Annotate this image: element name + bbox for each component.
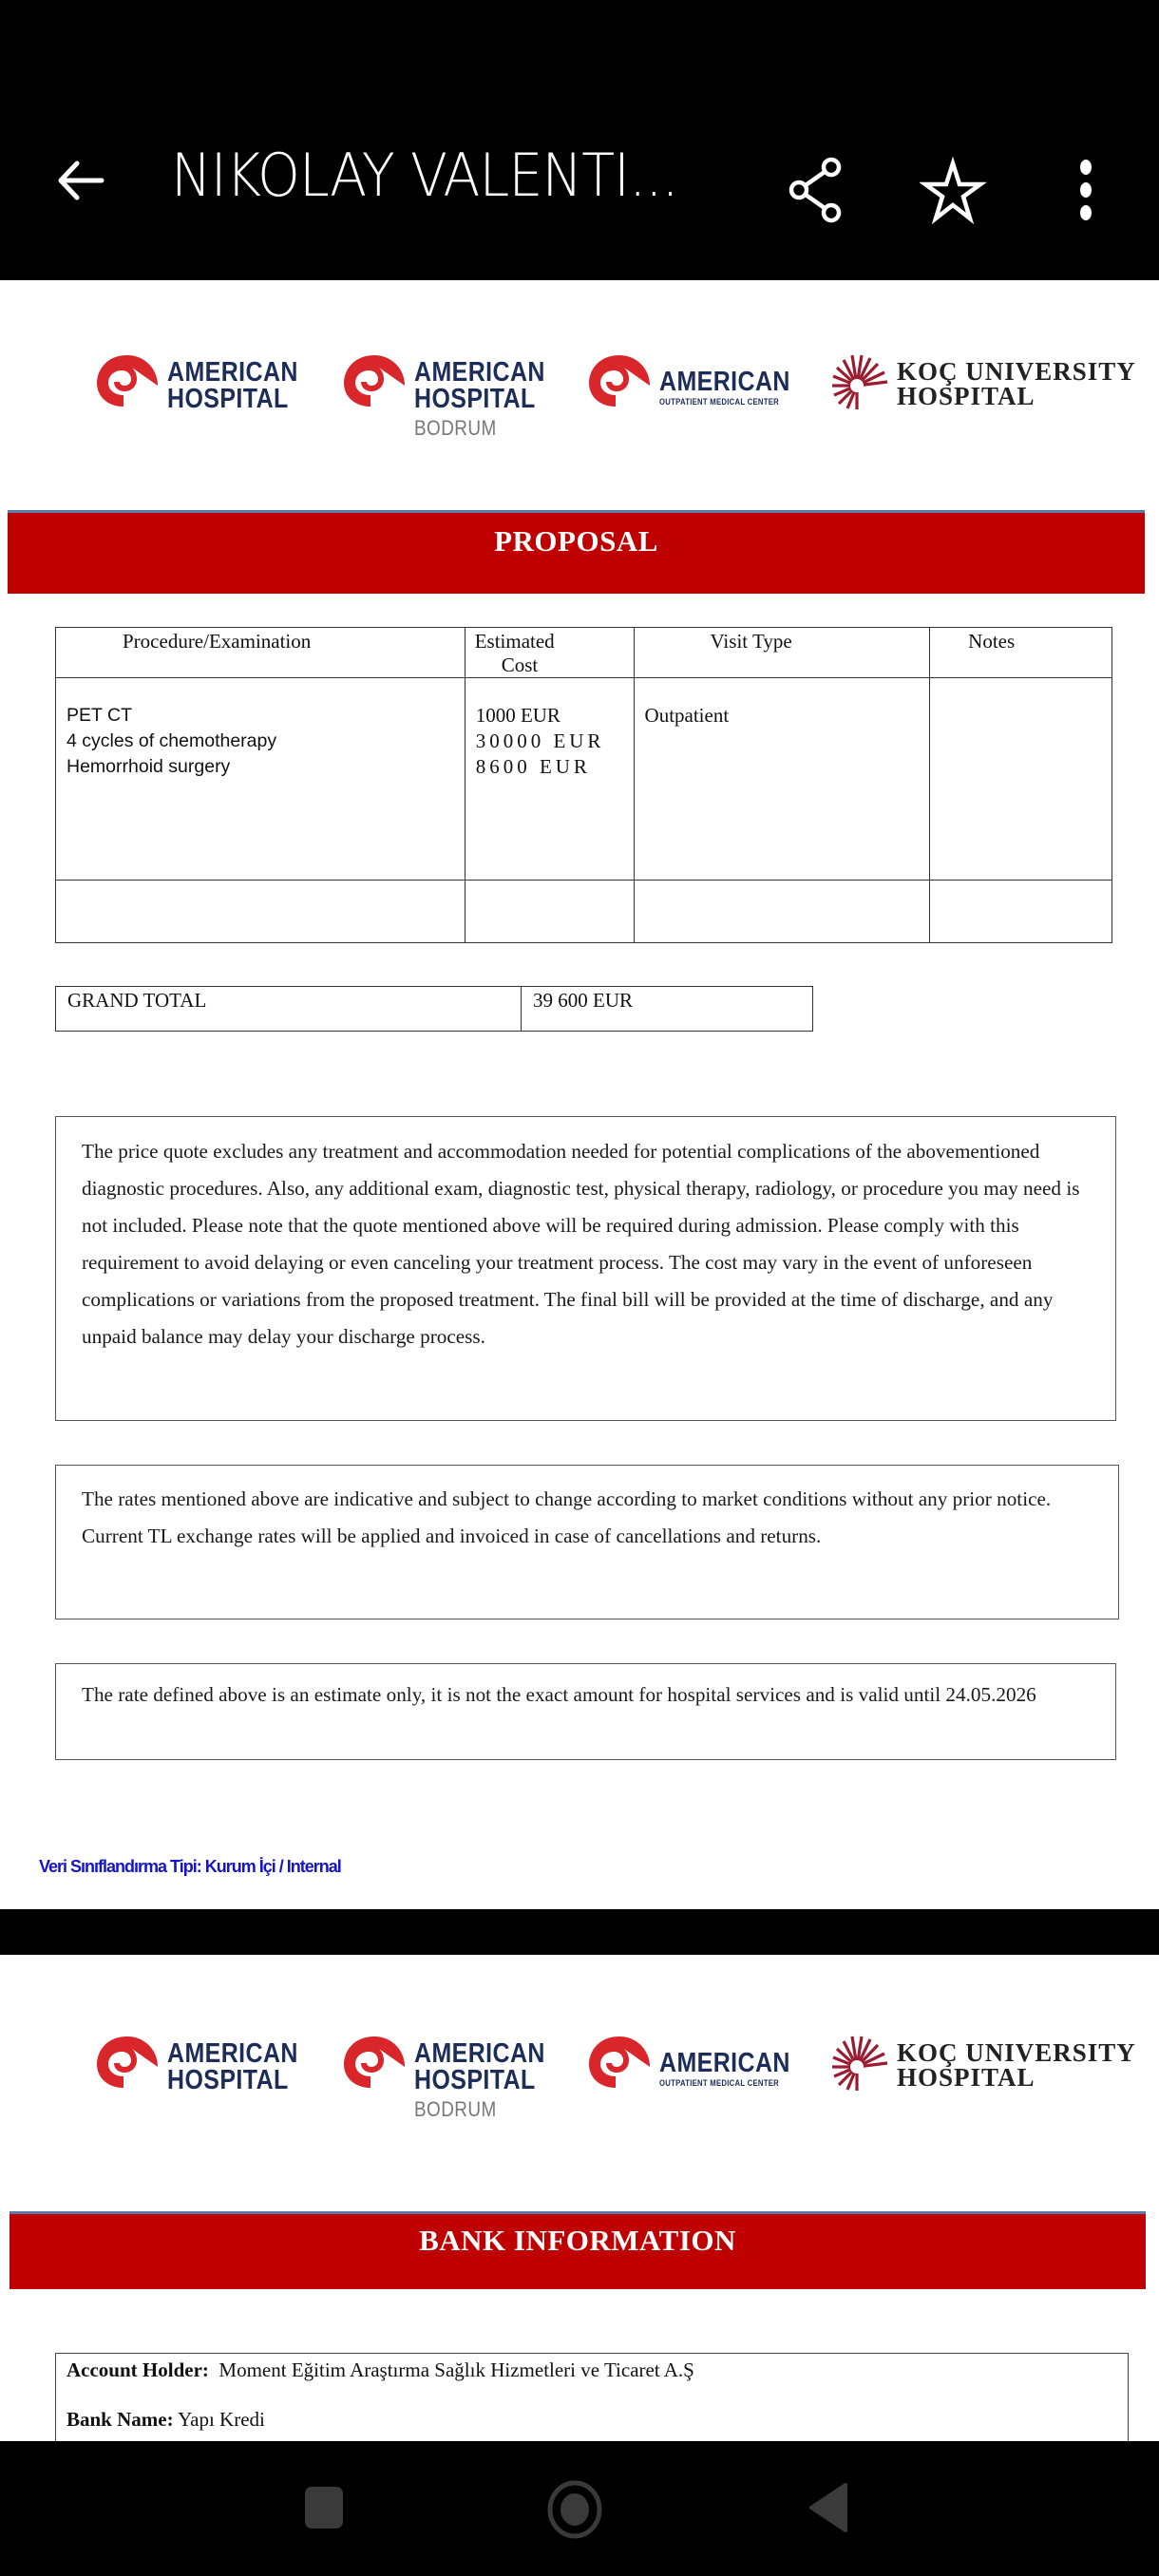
logo-text-line1: AMERICAN [414, 2038, 545, 2069]
logo-subtext: OUTPATIENT MEDICAL CENTER [659, 397, 779, 407]
disclaimer-exchange-rates: The rates mentioned above are indicative and subject to change according to market conditions without any prior notice. Current TL exchange rates will be applied and invoiced in case of cancellations and returns. [55, 1465, 1119, 1619]
disclaimer-complications: The price quote excludes any treatment and accommodation needed for potential complications of the abovementioned diagnostic procedures. Also, any additional exam, diagnostic test, physical therapy, radiology, or procedure you may need is not included. Please note that the quote mentioned above will be required during admission. Please comply with this requirement to avoid delaying or even canceling your treatment process. The cost may vary in the event of unforeseen complications or variations from the proposed treatment. The final bill will be provided at the time of discharge, and any unpaid balance may delay your discharge process. [55, 1116, 1116, 1421]
procedure-item: 4 cycles of chemotherapy [66, 730, 277, 751]
logo-text-line2: HOSPITAL [414, 384, 536, 414]
share-button[interactable] [784, 152, 850, 228]
logo-american-outpatient [587, 2033, 811, 2137]
account-holder-row [66, 2354, 1117, 2403]
logo-american-hospital-bodrum [342, 2033, 566, 2137]
logo-american-hospital-bodrum [342, 351, 566, 456]
american-hospital-shell-icon [95, 2033, 160, 2092]
circle-home-icon [546, 2479, 603, 2540]
logo-koc-university-hospital [828, 351, 1136, 456]
cost-item: 1000 EUR [475, 704, 560, 727]
american-hospital-shell-icon [342, 2033, 407, 2092]
grand-total-row [56, 987, 813, 1032]
share-icon [784, 152, 850, 228]
logo-american-hospital [95, 2033, 319, 2137]
document-page-1 [0, 280, 1159, 1909]
koc-sunburst-icon [828, 2033, 889, 2092]
logo-text-line1: KOÇ UNIVERSITY [897, 2038, 1136, 2067]
grand-total-label: GRAND TOTAL [56, 987, 522, 1032]
bank-information-banner [10, 2211, 1146, 2289]
logo-text-line1: AMERICAN [659, 2048, 790, 2078]
cell-empty [930, 881, 1112, 943]
cell-empty [465, 881, 634, 943]
table-header-row [56, 628, 1112, 678]
triangle-back-icon [806, 2479, 849, 2536]
procedure-item: PET CT [66, 705, 132, 726]
logo-american-outpatient [587, 351, 811, 456]
table-row-empty [56, 881, 1112, 943]
procedure-item: Hemorrhoid surgery [66, 756, 231, 777]
logo-american-hospital [95, 351, 319, 456]
logo-text-line2: HOSPITAL [167, 384, 289, 414]
back-button[interactable] [52, 152, 109, 209]
bank-details-table [55, 2353, 1129, 2441]
logo-text-line1: AMERICAN [659, 367, 790, 397]
proposal-title: PROPOSAL [494, 524, 658, 558]
cell-notes [930, 678, 1112, 881]
cell-empty [56, 881, 466, 943]
logo-koc-university-hospital [828, 2033, 1136, 2137]
logo-subtext: BODRUM [414, 416, 497, 440]
logo-text-line2: HOSPITAL [897, 2063, 1036, 2092]
back-nav-button[interactable] [806, 2479, 849, 2541]
cell-empty [634, 881, 930, 943]
more-vertical-icon [1053, 152, 1119, 228]
logo-text-line1: KOÇ UNIVERSITY [897, 357, 1136, 386]
american-hospital-shell-icon [587, 2033, 652, 2092]
koc-sunburst-icon [828, 351, 889, 410]
disclaimer-validity: The rate defined above is an estimate only, it is not the exact amount for hospital services and is valid until 24.05.2026 [55, 1663, 1116, 1760]
grand-total-table [55, 986, 813, 1032]
document-page-2 [0, 1955, 1159, 2441]
bank-name-row [66, 2403, 1117, 2441]
procedure-table [55, 627, 1112, 943]
grand-total-value: 39 600 EUR [522, 987, 813, 1032]
star-outline-icon [920, 152, 986, 228]
header-visit-type: Visit Type [634, 628, 930, 678]
cost-item: 8600 EUR [475, 755, 591, 778]
logo-text-line2: HOSPITAL [897, 382, 1036, 410]
american-hospital-shell-icon [587, 351, 652, 410]
logo-text-line1: AMERICAN [167, 357, 298, 388]
app-bar [0, 0, 1159, 280]
cell-visit-type: Outpatient [634, 678, 930, 881]
cost-item: 30000 EUR [475, 729, 605, 752]
document-title: NIKOLAY VALENTI... [171, 141, 678, 210]
bank-name-label: Bank Name: [66, 2408, 174, 2431]
bank-information-title: BANK INFORMATION [419, 2224, 736, 2257]
account-holder-label: Account Holder: [66, 2358, 209, 2381]
logo-subtext: OUTPATIENT MEDICAL CENTER [659, 2078, 779, 2088]
hospital-logos [0, 351, 1159, 465]
arrow-left-icon [52, 152, 109, 209]
header-estimated-cost: Estimated Cost [465, 628, 634, 678]
header-procedure: Procedure/Examination [56, 628, 466, 678]
logo-text-line1: AMERICAN [167, 2038, 298, 2069]
logo-text-line1: AMERICAN [414, 357, 545, 388]
table-row [56, 678, 1112, 881]
logo-text-line2: HOSPITAL [167, 2065, 289, 2095]
favorite-button[interactable] [920, 152, 986, 228]
header-notes: Notes [930, 628, 1112, 678]
system-navigation-bar [0, 2441, 1159, 2576]
bank-name-value: Yapı Kredi [178, 2408, 265, 2431]
american-hospital-shell-icon [342, 351, 407, 410]
logo-text-line2: HOSPITAL [414, 2065, 536, 2095]
data-classification-label: Veri Sınıflandırma Tipi: Kurum İçi / Internal [39, 1857, 341, 1876]
cell-costs [465, 678, 634, 881]
cell-procedures [56, 678, 466, 881]
home-button[interactable] [546, 2479, 603, 2545]
square-icon [302, 2479, 346, 2536]
logo-subtext: BODRUM [414, 2097, 497, 2121]
american-hospital-shell-icon [95, 351, 160, 410]
account-holder-value: Moment Eğitim Araştırma Sağlık Hizmetleri ve Ticaret A.Ş [218, 2358, 694, 2381]
more-options-button[interactable] [1053, 152, 1119, 228]
recents-button[interactable] [302, 2479, 346, 2541]
hospital-logos [0, 2033, 1159, 2147]
proposal-banner [8, 510, 1145, 594]
